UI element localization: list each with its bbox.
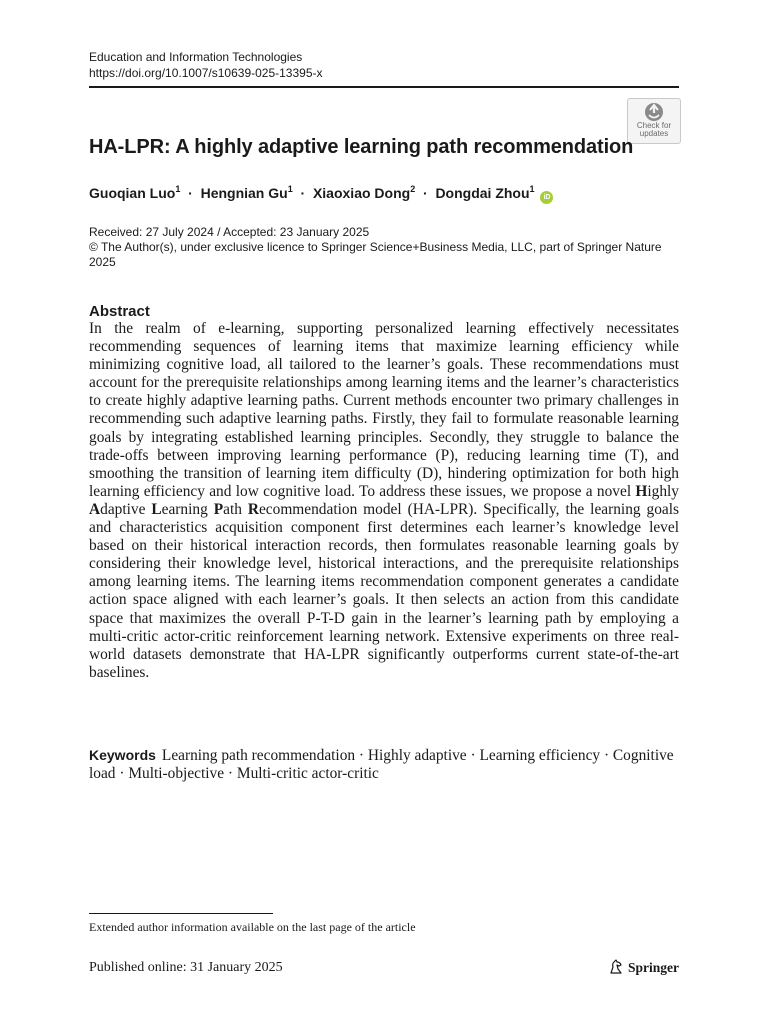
author-name: Hengnian Gu: [200, 185, 288, 201]
model-initial: R: [247, 500, 259, 518]
abstract-heading: Abstract: [89, 303, 150, 320]
footnote-divider: [89, 913, 273, 914]
keywords-section: [89, 746, 679, 783]
badge-line-2: updates: [639, 129, 669, 138]
keywords-heading: Keywords: [89, 747, 156, 763]
orcid-icon[interactable]: iD: [540, 191, 553, 204]
copyright-notice: © The Author(s), under exclusive licence to Springer Science+Business Media, LLC, part of Springer Nature 2025: [89, 240, 662, 269]
model-initial: A: [89, 500, 101, 518]
author-list: [89, 185, 553, 204]
springer-horse-icon: [608, 959, 624, 975]
model-word-rest: ecommendation: [258, 500, 358, 518]
journal-name: Education and Information Technologies: [89, 50, 303, 64]
abstract-body: [89, 320, 679, 682]
check-for-updates-badge[interactable]: [627, 98, 681, 144]
model-initial: P: [213, 500, 224, 518]
model-initial: H: [635, 482, 648, 500]
affiliation-mark: 1: [529, 184, 535, 194]
model-word-rest: ath: [223, 500, 248, 518]
model-word-rest: daptive: [100, 500, 152, 518]
keywords-list: Learning path recommendation · Highly adaptive · Learning efficiency · Cognitive load · Multi-objective · Multi-critic actor-critic: [89, 747, 674, 782]
journal-header: [89, 49, 323, 81]
published-online-date: Published online: 31 January 2025: [89, 960, 283, 975]
author-name: Xiaoxiao Dong: [312, 185, 411, 201]
badge-line-1: Check for: [636, 121, 672, 130]
author-name: Dongdai Zhou: [435, 185, 530, 201]
affiliation-mark: 2: [410, 184, 416, 194]
abstract-text-part-2: model (HA-LPR). Specifically, the learning goals and characteristics acquisition component first determines each learner’s knowledge level based on their historical interaction records, then formulates reasonable learning goals by considering their knowledge level, historical interactions, and the prerequisite relationships among learning items. The learning items recommendation component generates a candidate action space aligned with each learner’s goals. It then selects an action from this candidate space that maximizes the overall P-T-D gain in the learner’s learning path by employing a multi-critic actor-critic reinforcement learning network. Extensive experiments on three real-world datasets demonstrate that HA-LPR significantly outperforms current state-of-the-art baselines.: [89, 500, 680, 681]
author-name: Guoqian Luo: [89, 185, 176, 201]
affiliation-mark: 1: [287, 184, 293, 194]
footnote: Extended author information available on the last page of the article: [89, 920, 416, 934]
paper-title: HA-LPR: A highly adaptive learning path recommendation: [89, 136, 634, 158]
model-initial: L: [151, 500, 162, 518]
model-word-rest: earning: [161, 500, 214, 518]
header-divider: [89, 86, 679, 88]
publisher-logo: [608, 959, 679, 976]
check-for-updates-icon: [644, 102, 664, 122]
publication-dates: [89, 225, 689, 270]
author-separator: ·: [419, 185, 432, 201]
model-word-rest: ighly: [647, 482, 679, 500]
author-separator: ·: [184, 185, 197, 201]
abstract-text-part-1: In the realm of e-learning, supporting personalized learning effectively necessitates recommending sequences of learning items that maximize learning efficiency while minimizing cognitive load, all tailored to the learner’s goals. These recommendations must account for the prerequisite relationships among learning items and the learner’s characteristics to create highly adaptive learning paths. Current methods encounter two primary challenges in recommending such adaptive learning paths. Firstly, they fail to formulate reasonable learning goals by integrating established learning principles. Secondly, they struggle to balance the trade-offs between improving learning performance (P), reducing learning time (T), and smoothing the transition of learning item difficulty (D), hindering optimization for both high learning efficiency and low cognitive load. To address these issues, we propose a novel: [89, 320, 679, 500]
publisher-name: Springer: [627, 960, 679, 975]
doi-link[interactable]: https://doi.org/10.1007/s10639-025-13395-x: [89, 66, 323, 80]
author-separator: ·: [296, 185, 310, 201]
received-accepted-dates: Received: 27 July 2024 / Accepted: 23 January 2025: [89, 225, 370, 239]
affiliation-mark: 1: [175, 184, 181, 194]
